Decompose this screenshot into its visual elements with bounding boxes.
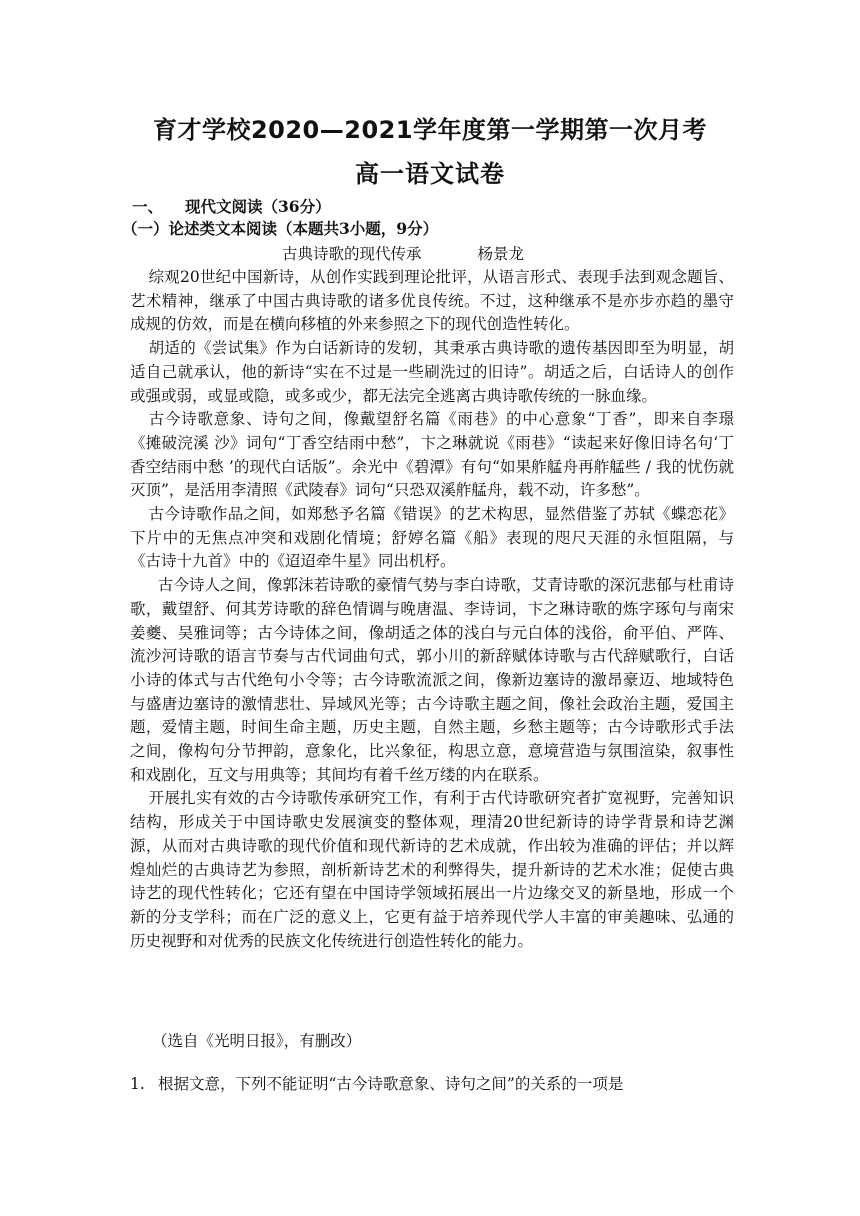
question-item <box>130 1073 623 1095</box>
article-paragraph: 综观20世纪中国新诗，从创作实践到理论批评，从语言形式、表现手法到观念题旨、艺术精神，继承了中国古典诗歌的诸多优良传统。不过，这种继承不是亦步亦趋的墨守成规的仿效，而是在横向移植的外来参照之下的现代创造性转化。 <box>130 268 734 334</box>
section-number: 一、 <box>132 197 164 216</box>
section-heading <box>132 196 331 218</box>
article-author: 杨景龙 <box>477 245 525 263</box>
question-number: 1. <box>130 1075 145 1093</box>
article-paragraph: 古今诗歌作品之间，如郑愁予名篇《错误》的艺术构思，显然借鉴了苏轼《蝶恋花》下片中的无焦点冲突和戏剧化情境；舒婷名篇《船》表现的咫尺天涯的永恒阻隔，与《古诗十九首》中的《迢迢牵牛星》同出机杼。 <box>130 505 734 571</box>
section-label: 现代文阅读（36分） <box>185 197 331 216</box>
article-paragraph: 古今诗歌意象、诗句之间，像戴望舒名篇《雨巷》的中心意象“丁香”，即来自李璟《摊破浣溪 沙》词句“丁香空结雨中愁”，卞之琳就说《雨巷》“读起来好像旧诗名句‘丁香空结雨中愁 ’的现代白话版”。余光中《碧潭》有句“如果舴艋舟再舴艋些 / 我的忧伤就灭顶”，是活用李清照《武陵春》词句“只恐双溪舴艋舟，载不动，许多愁”。 <box>130 410 734 500</box>
article-body <box>130 266 734 953</box>
exam-title: 育才学校2020—2021学年度第一学期第一次月考 <box>152 116 708 144</box>
article-paragraph: 胡适的《尝试集》作为白话新诗的发轫，其秉承古典诗歌的遗传基因即至为明显，胡适自己就承认，他的新诗“实在不过是一些刷洗过的旧诗”。胡适之后，白话诗人的创作或强或弱，或显或隐，或多或少，都无法完全逃离古典诗歌传统的一脉血缘。 <box>130 339 734 405</box>
article-source: （选自《光明日报》，有删改） <box>152 1032 362 1050</box>
subsection-heading: （一）论述类文本阅读（本题共3小题，9分） <box>122 219 439 238</box>
article-title: 古典诗歌的现代传承 <box>282 245 422 263</box>
article-paragraph: 古今诗人之间，像郭沫若诗歌的豪情气势与李白诗歌，艾青诗歌的深沉悲郁与杜甫诗歌，戴望舒、何其芳诗歌的辞色情调与晚唐温、李诗词，卞之琳诗歌的炼字琢句与南宋姜夔、吴雅词等；古今诗体之间，像胡适之体的浅白与元白体的浅俗，俞平伯、严阵、流沙河诗歌的语言节奏与古代词曲句式，郭小川的新辞赋体诗歌与古代辞赋歌行，白话小诗的体式与古代绝句小令等；古今诗歌流派之间，像新边塞诗的激昂豪迈、地域特色与盛唐边塞诗的激情悲壮、异域风光等；古今诗歌主题之间，像社会政治主题，爱国主题，爱情主题，时间生命主题，历史主题，自然主题，乡愁主题等；古今诗歌形式手法之间，像构句分节押韵，意象化，比兴象征，构思立意，意境营造与氛围渲染，叙事性和戏剧化，互文与用典等；其间均有着千丝万缕的内在联系。 <box>130 576 734 784</box>
question-text: 根据文意，下列不能证明“古今诗歌意象、诗句之间”的关系的一项是 <box>158 1075 624 1093</box>
article-paragraph: 开展扎实有效的古今诗歌传承研究工作，有利于古代诗歌研究者扩宽视野，完善知识结构，形成关于中国诗歌史发展演变的整体观，理清20世纪新诗的诗学背景和诗艺渊源，从而对古典诗歌的现代价值和现代新诗的艺术成就，作出较为准确的评估；并以辉煌灿烂的古典诗艺为参照，剖析新诗艺术的利弊得失，提升新诗的艺术水准；促使古典诗艺的现代性转化；它还有望在中国诗学领域拓展出一片边缘交叉的新垦地，形成一个新的分支学科；而在广泛的意义上，它更有益于培养现代学人丰富的审美趣味、弘通的历史视野和对优秀的民族文化传统进行创造性转化的能力。 <box>130 789 734 950</box>
article-heading <box>282 243 524 265</box>
exam-subtitle: 高一语文试卷 <box>355 160 505 188</box>
